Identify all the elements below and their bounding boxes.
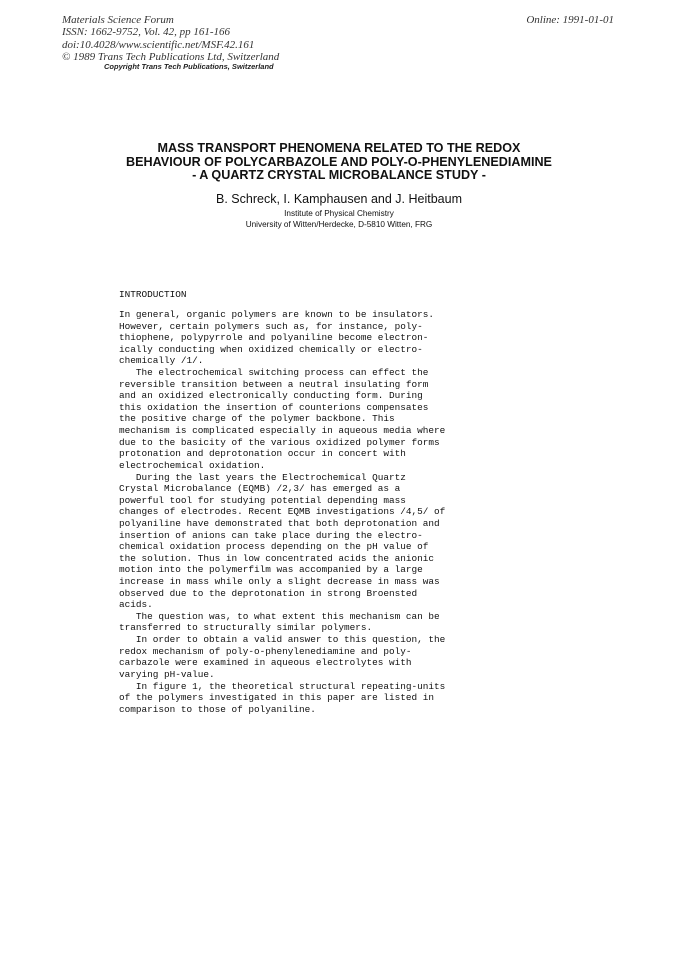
body-line: observed due to the deprotonation in strong Broensted — [119, 587, 418, 599]
body-line: In order to obtain a valid answer to this question, the — [119, 634, 446, 646]
authors: B. Schreck, I. Kamphausen and J. Heitbaum — [216, 192, 462, 206]
body-line: ically conducting when oxidized chemically or electro- — [119, 343, 423, 355]
body-line: reversible transition between a neutral insulating form — [119, 378, 429, 390]
body-line: carbazole were examined in aqueous electrolytes with — [119, 657, 412, 669]
body-line: the positive charge of the polymer backbone. This — [119, 413, 395, 425]
body-line: changes of electrodes. Recent EQMB investigations /4,5/ of — [119, 506, 446, 518]
body-text — [119, 309, 445, 715]
copyright-stamp: Copyright Trans Tech Publications, Switzerland — [104, 62, 274, 71]
body-line: The electrochemical switching process can effect the — [119, 367, 429, 379]
body-line: However, certain polymers such as, for instance, poly- — [119, 320, 423, 332]
body-line: redox mechanism of poly-o-phenylenediamine and poly- — [119, 645, 412, 657]
title-line: MASS TRANSPORT PHENOMENA RELATED TO THE REDOX — [157, 141, 521, 155]
body-line: chemically /1/. — [119, 355, 204, 367]
paper-title — [0, 142, 678, 183]
affiliation-line: University of Witten/Herdecke, D-5810 Witten, FRG — [245, 219, 433, 229]
title-line: - A QUARTZ CRYSTAL MICROBALANCE STUDY - — [192, 168, 486, 183]
body-line: powerful tool for studying potential depending mass — [119, 494, 406, 506]
body-line: protonation and deprotonation occur in concert with — [119, 448, 406, 460]
body-line: polyaniline have demonstrated that both deprotonation and — [119, 517, 440, 529]
body-line: transferred to structurally similar polymers. — [119, 622, 373, 634]
body-line: and an oxidized electronically conducting form. During — [119, 390, 423, 402]
body-line: mechanism is complicated especially in aqueous media where — [119, 425, 446, 437]
body-line: During the last years the Electrochemical Quartz — [119, 471, 406, 483]
body-line: motion into the polymerfilm was accompanied by a large — [119, 564, 423, 576]
body-line: thiophene, polypyrrole and polyaniline become electron- — [119, 332, 429, 344]
body-line: Crystal Microbalance (EQMB) /2,3/ has emerged as a — [119, 483, 401, 495]
body-line: of the polymers investigated in this paper are listed in — [119, 692, 435, 704]
body-line: In figure 1, the theoretical structural repeating-units — [119, 680, 446, 692]
body-line: electrochemical oxidation. — [119, 459, 266, 471]
issn-line: ISSN: 1662-9752, Vol. 42, pp 161-166 — [62, 26, 231, 39]
body-line: acids. — [119, 599, 153, 611]
body-line: increase in mass while only a slight decrease in mass was — [119, 576, 440, 588]
body-line: varying pH-value. — [119, 668, 215, 680]
online-date: Online: 1991-01-01 — [526, 14, 614, 26]
title-line: BEHAVIOUR OF POLYCARBAZOLE AND POLY-O-PHENYLENEDIAMINE — [126, 154, 552, 169]
body-line: this oxidation the insertion of counterions compensates — [119, 401, 429, 413]
body-line: the solution. Thus in low concentrated acids the anionic — [119, 552, 435, 564]
body-line: In general, organic polymers are known to be insulators. — [119, 309, 435, 320]
body-line: due to the basicity of the various oxidized polymer forms — [119, 436, 440, 448]
journal-name: Materials Science Forum — [62, 14, 174, 26]
doi-line: doi:10.4028/www.scientific.net/MSF.42.161 — [62, 38, 255, 51]
affiliation — [0, 209, 678, 230]
publisher-line: © 1989 Trans Tech Publications Ltd, Switzerland — [62, 51, 280, 64]
body-line: insertion of anions can take place during the electro- — [119, 529, 423, 541]
body-line: chemical oxidation process depending on the pH value of — [119, 541, 429, 553]
section-heading: INTRODUCTION — [119, 289, 187, 300]
body-line: comparison to those of polyaniline. — [119, 703, 316, 715]
body-line: The question was, to what extent this mechanism can be — [119, 610, 440, 622]
affiliation-line: Institute of Physical Chemistry — [284, 209, 394, 218]
journal-meta — [62, 14, 279, 64]
